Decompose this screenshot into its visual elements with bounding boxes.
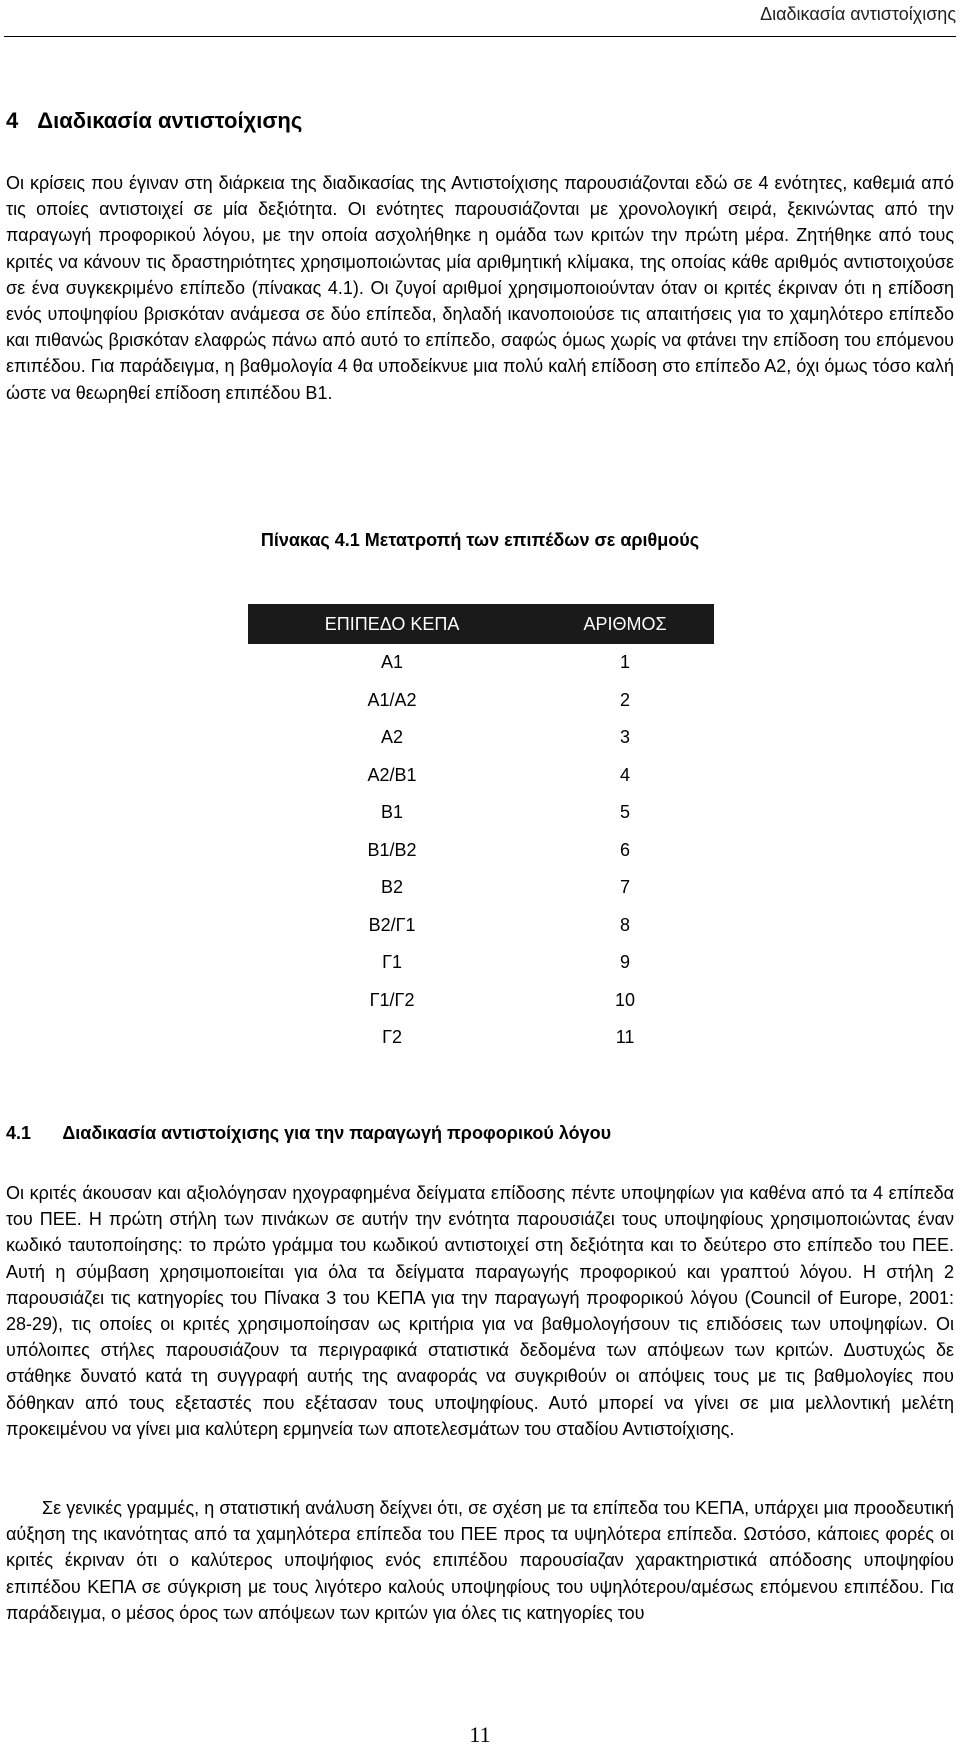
table-caption: Πίνακας 4.1 Μετατροπή των επιπέδων σε αριθμούς (260, 530, 700, 550)
chapter-title-text: Διαδικασία αντιστοίχισης (37, 108, 303, 133)
number-cell: 2 (620, 689, 631, 710)
table-row (248, 1019, 714, 1057)
level-cell: Β1 (381, 802, 404, 823)
table-row (248, 982, 714, 1020)
number-cell: 3 (620, 727, 631, 748)
number-cell: 5 (620, 802, 631, 823)
level-cell: Α2 (381, 727, 404, 748)
number-cell: 6 (620, 839, 631, 860)
section-number: 4.1 (6, 1123, 32, 1143)
table-row (248, 682, 714, 720)
section-title-text: Διαδικασία αντιστοίχισης για την παραγωγή προφορικού λόγου (62, 1123, 612, 1143)
level-cell: Α1 (381, 652, 404, 673)
level-cell: Α1/Α2 (367, 689, 417, 710)
level-cell: Β2/Γ1 (368, 914, 416, 935)
table-row (248, 794, 714, 832)
section-paragraph-1: Οι κριτές άκουσαν και αξιολόγησαν ηχογραφημένα δείγματα επίδοσης πέντε υποψηφίων για καθένα από τα 4 επίπεδα του ΠΕΕ. Η πρώτη στήλη των πινάκων σε αυτήν την ενότητα παρουσιάζει τους υποψηφίους χρησιμοποιώντας έναν κωδικό ταυτοποίησης: το πρώτο γράμμα του κωδικού αντιστοιχεί στη δεξιότητα και το δεύτερο στο επίπεδο του ΠΕΕ. Αυτή η σύμβαση χρησιμοποιείται για όλα τα δείγματα παραγωγής προφορικού και γραπτού λόγου. Η στήλη 2 παρουσιάζει τις κατηγορίες του Πίνακα 3 του ΚΕΠΑ για την παραγωγή προφορικού λόγου (Council of Europe, 2001: 28-29), τις οποίες οι κριτές χρησιμοποίησαν ως κριτήρια για να βαθμολογήσουν τις επιδόσεις των υποψηφίων. Οι υπόλοιπες στήλες παρουσιάζουν τα περιγραφικά στατιστικά δεδομένα των απόψεων των κριτών. Δυστυχώς δε στάθηκε δυνατό κατά τη συγγραφή αυτής της αναφοράς να συγκριθούν οι απόψεις τους με τις βαθμολογίες που δόθηκαν από τους εξεταστές που εξέτασαν τους υποψηφίους. Αυτό μπορεί να γίνει σε μια μελλοντική μελέτη προκειμένου να γίνει μια καλύτερη ερμηνεία των αποτελεσμάτων του σταδίου Αντιστοίχισης. (6, 1183, 954, 1439)
table-row (248, 757, 714, 795)
number-cell: 4 (620, 764, 631, 785)
level-cell: Γ1 (382, 952, 403, 973)
table-row (248, 719, 714, 757)
table-row (248, 832, 714, 870)
number-cell: 1 (620, 652, 631, 673)
section-paragraph-2: Σε γενικές γραμμές, η στατιστική ανάλυση δείχνει ότι, σε σχέση με τα επίπεδα του ΚΕΠΑ, υπάρχει μια προοδευτική αύξηση της ικανότητας από τα χαμηλότερα επίπεδα του ΠΕΕ προς τα υψηλότερα επίπεδα. Ωστόσο, κάποιες φορές οι κριτές έκριναν ότι ο καλύτερος υποψήφιος ενός επιπέδου παρουσίαζαν χαρακτηριστικά απόδοσης υποψηφίου επιπέδου ΚΕΠΑ σε σύγκριση με τους λιγότερο καλούς υποψηφίους του υψηλότερου/αμέσως επόμενου επιπέδου. Για παράδειγμα, ο μέσος όρος των απόψεων των κριτών για όλες τις κατηγορίες του (6, 1498, 954, 1623)
level-cell: Α2/Β1 (367, 764, 417, 785)
level-cell: Β2 (381, 877, 404, 898)
level-cell: Β1/Β2 (367, 839, 417, 860)
levels-table (248, 604, 714, 1057)
running-header: Διαδικασία αντιστοίχισης (760, 4, 956, 24)
table-row (248, 869, 714, 907)
chapter-number: 4 (6, 108, 19, 133)
page-number: 11 (469, 1722, 491, 1747)
chapter-title (6, 108, 302, 134)
table-row (248, 644, 714, 682)
column-header-number: ΑΡΙΘΜΟΣ (536, 604, 714, 644)
number-cell: 7 (620, 877, 631, 898)
section-title (6, 1123, 611, 1144)
table-header-row (248, 604, 714, 644)
table-row (248, 907, 714, 945)
level-cell: Γ1/Γ2 (369, 989, 415, 1010)
number-cell: 11 (615, 1027, 635, 1048)
column-header-level: ΕΠΙΠΕΔΟ ΚΕΠΑ (248, 604, 536, 644)
table-row (248, 944, 714, 982)
header-rule (4, 36, 956, 37)
number-cell: 9 (620, 952, 631, 973)
number-cell: 10 (615, 989, 636, 1010)
number-cell: 8 (620, 914, 631, 935)
level-cell: Γ2 (382, 1027, 403, 1048)
intro-paragraph: Οι κρίσεις που έγιναν στη διάρκεια της διαδικασίας της Αντιστοίχισης παρουσιάζονται εδώ σε 4 ενότητες, καθεμιά από τις οποίες αντιστοιχεί σε μία δεξιότητα. Οι ενότητες παρουσιάζονται με χρονολογική σειρά, ξεκινώντας από την παραγωγή προφορικού λόγου, με την οποία ασχολήθηκε η ομάδα των κριτών την πρώτη μέρα. Ζητήθηκε από τους κριτές να κάνουν τις δραστηριότητες χρησιμοποιώντας μία αριθμητική κλίμακα, της οποίας κάθε αριθμός αντιστοιχούσε σε ένα συγκεκριμένο επίπεδο (πίνακας 4.1). Οι ζυγοί αριθμοί χρησιμοποιούνταν όταν οι κριτές έκριναν ότι η επίδοση ενός υποψηφίου βρισκόταν ανάμεσα σε δύο επίπεδα, δηλαδή ικανοποιούσε τις απαιτήσεις για το χαμηλότερο επίπεδο και πιθανώς βρισκόταν ελαφρώς πάνω από αυτό το επίπεδο, σαφώς όμως χωρίς να φτάνει την επίδοση του επόμενου επιπέδου. Για παράδειγμα, η βαθμολογία 4 θα υποδείκνυε μια πολύ καλή επίδοση στο επίπεδο Α2, όχι όμως τόσο καλή ώστε να θεωρηθεί επίδοση επιπέδου Β1. (6, 173, 954, 403)
